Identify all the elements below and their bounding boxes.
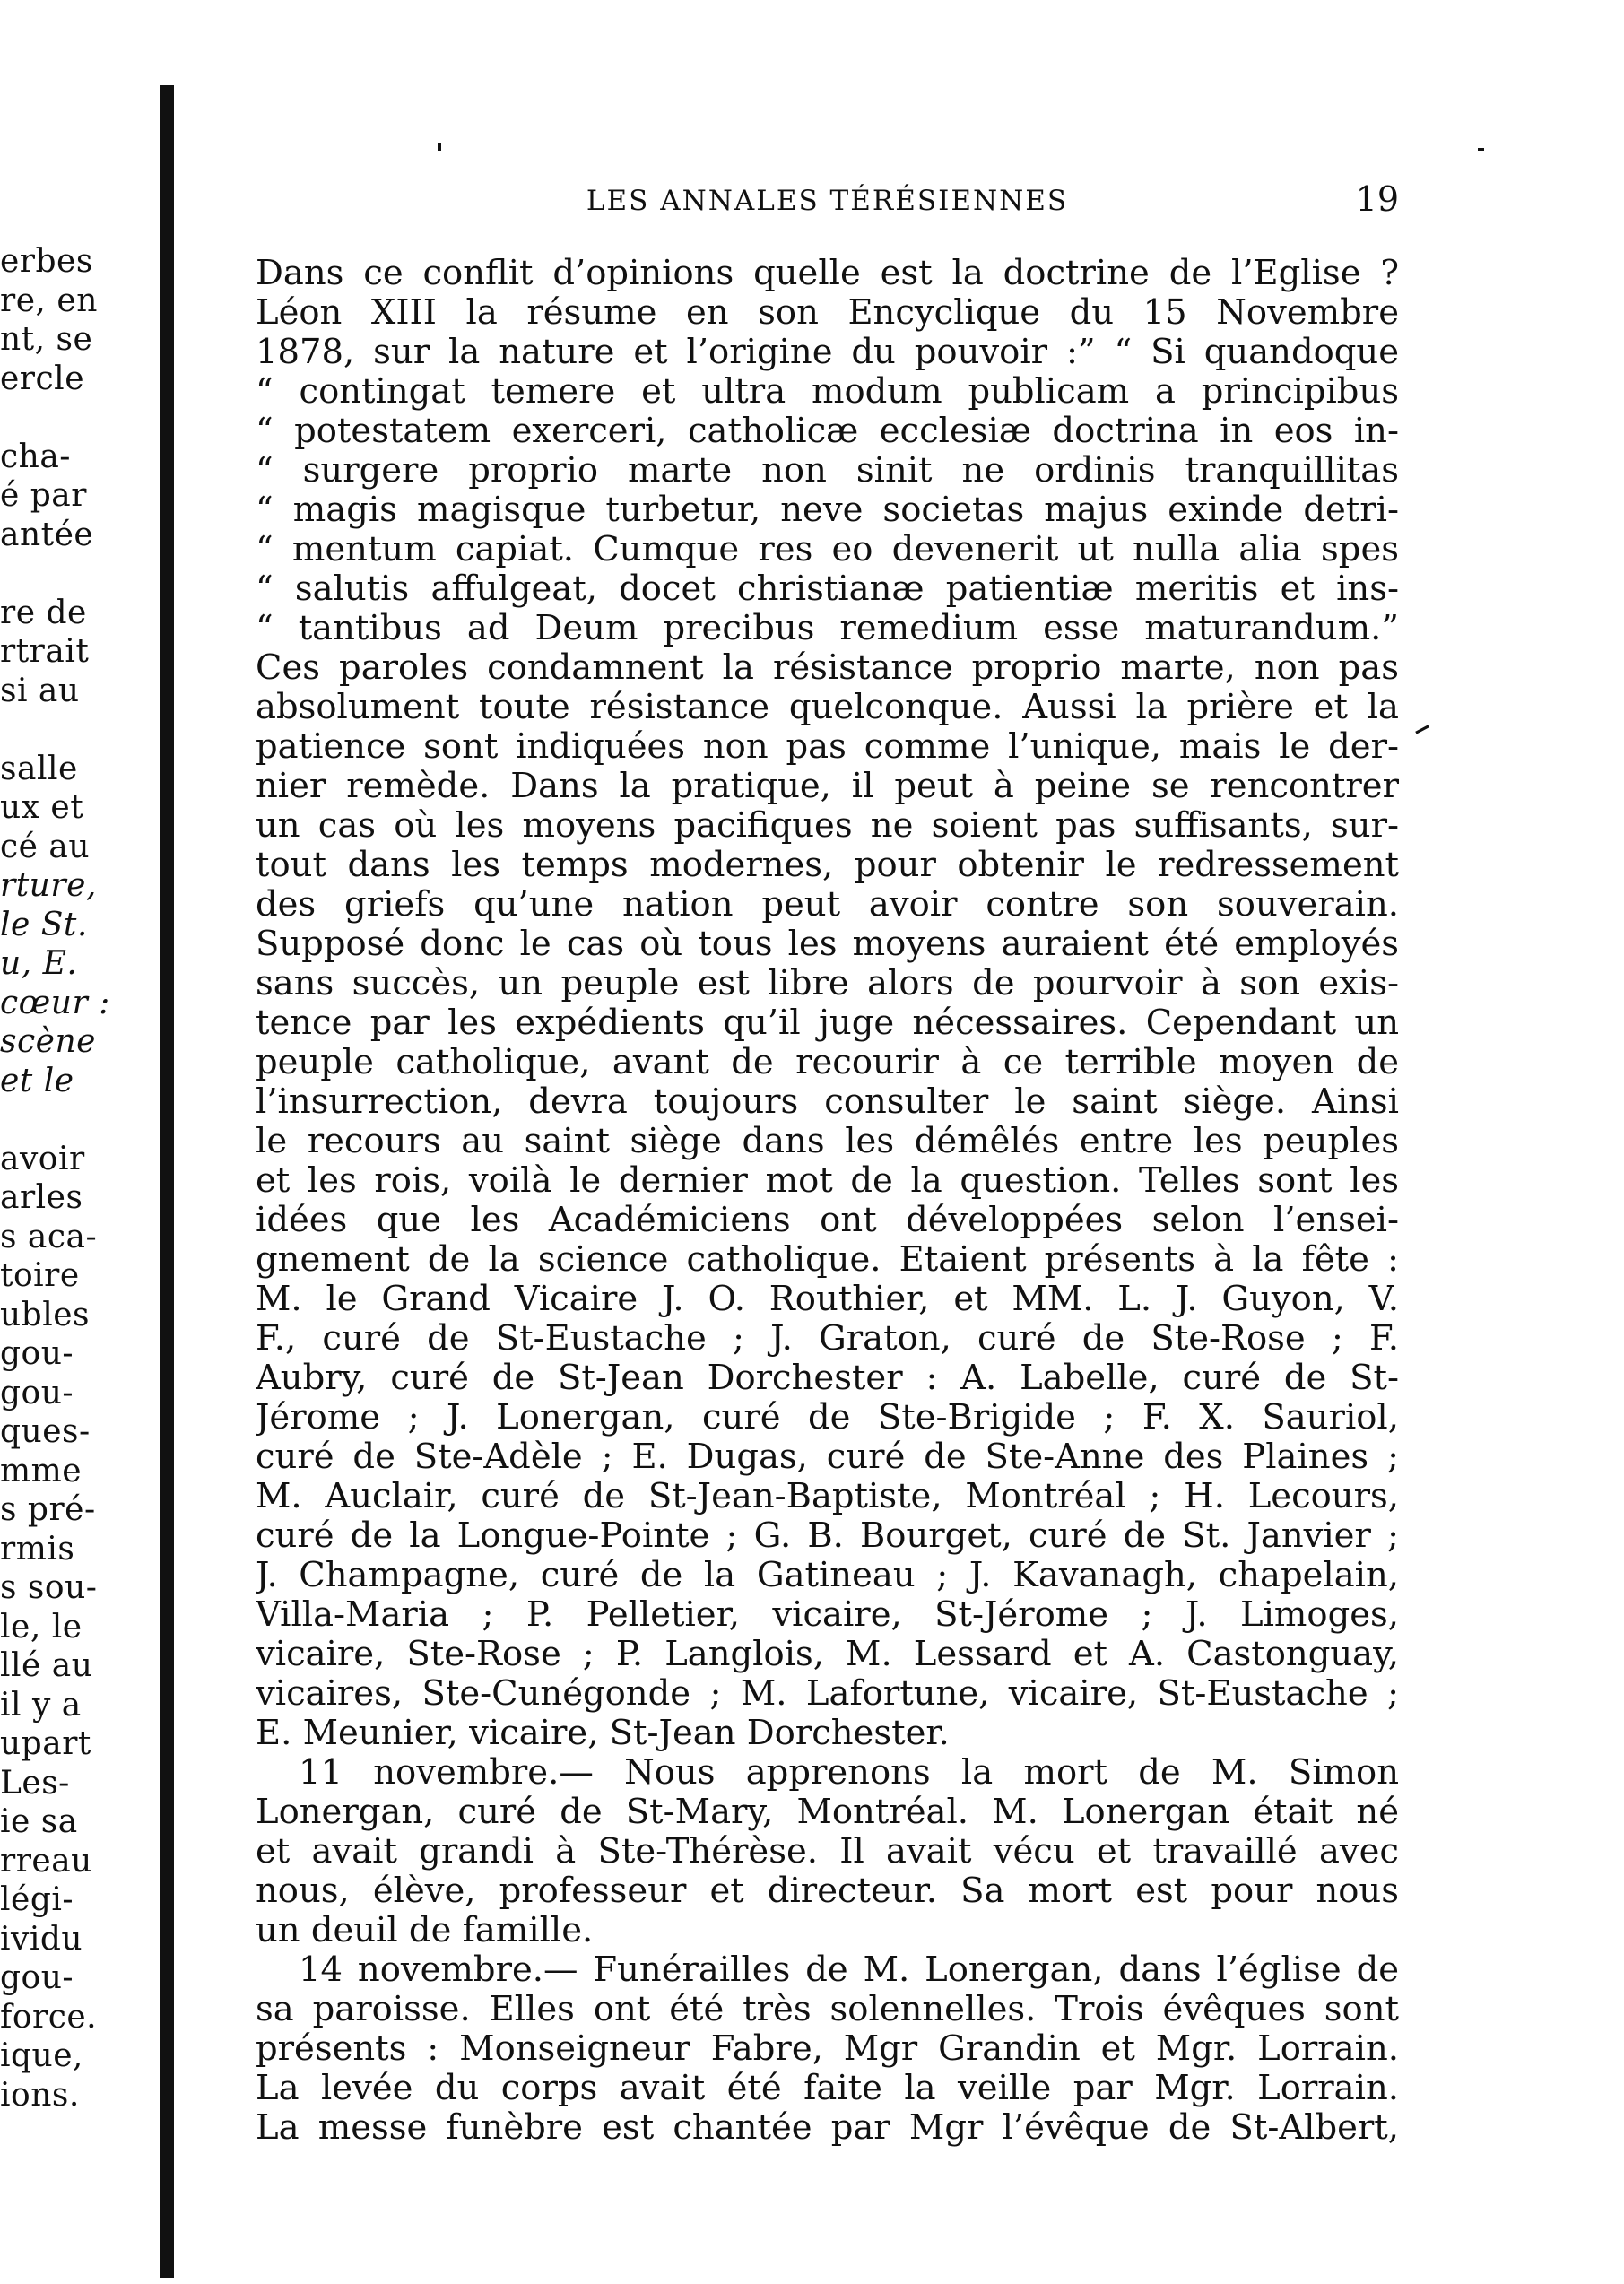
bleed-line: légi-: [0, 1881, 74, 1918]
bleed-line: s pré-: [0, 1491, 96, 1528]
text-line: Jérome ; J. Lonergan, curé de Ste-Brigide ; F. X. Sauriol,: [256, 1398, 1399, 1437]
bleed-line: s sou-: [0, 1569, 98, 1606]
stray-mark: [1478, 148, 1484, 151]
text-line: Lonergan, curé de St-Mary, Montréal. M. Lonergan était né: [256, 1793, 1399, 1832]
bleed-line: force.: [0, 1998, 98, 2036]
bleed-line: gou-: [0, 1335, 74, 1372]
text-line: “ mentum capiat. Cumque res eo devenerit ut nulla alia spes: [256, 530, 1399, 569]
text-line: Aubry, curé de St-Jean Dorchester : A. Labelle, curé de St-: [256, 1359, 1399, 1398]
text-line: Dans ce conflit d’opinions quelle est la doctrine de l’Eglise ?: [256, 254, 1399, 293]
text-line: 11 novembre.— Nous apprenons la mort de M. Simon: [299, 1753, 1399, 1793]
text-line: un cas où les moyens pacifiques ne soient pas suffisants, sur-: [256, 806, 1399, 846]
page-header: [256, 179, 1399, 230]
bleed-line: arles: [0, 1179, 83, 1216]
text-line: M. Auclair, curé de St-Jean-Baptiste, Montréal ; H. Lecours,: [256, 1477, 1399, 1516]
text-line: idées que les Académiciens ont développées selon l’ensei-: [256, 1201, 1399, 1240]
text-line: peuple catholique, avant de recourir à ce terrible moyen de: [256, 1043, 1399, 1082]
bleed-line: rmis: [0, 1530, 75, 1568]
bleed-line: ique,: [0, 2037, 83, 2074]
text-line: J. Champagne, curé de la Gatineau ; J. Kavanagh, chapelain,: [256, 1556, 1399, 1595]
text-line: nier remède. Dans la pratique, il peut à peine se rencontrer: [256, 767, 1399, 806]
bleed-line: toire: [0, 1257, 80, 1294]
bleed-gap: [0, 710, 233, 750]
text-line: gnement de la science catholique. Etaient présents à la fête :: [256, 1240, 1399, 1280]
text-line: “ potestatem exerceri, catholicæ ecclesiæ doctrina in eos in-: [256, 412, 1399, 451]
bleed-line: nt, se: [0, 321, 93, 358]
text-line: patience sont indiquées non pas comme l’unique, mais le der-: [256, 727, 1399, 767]
text-line: 14 novembre.— Funérailles de M. Lonergan, dans l’église de: [299, 1950, 1399, 1990]
text-line: vicaires, Ste-Cunégonde ; M. Lafortune, vicaire, St-Eustache ;: [256, 1674, 1399, 1714]
text-line: l’insurrection, devra toujours consulter le saint siège. Ainsi: [256, 1082, 1399, 1122]
text-line: tence par les expédients qu’il juge nécessaires. Cependant un: [256, 1003, 1399, 1043]
bleed-line: cé au: [0, 828, 91, 865]
bleed-line: ividu: [0, 1920, 83, 1958]
text-line: nous, élève, professeur et directeur. Sa mort est pour nous: [256, 1871, 1399, 1911]
text-line: un deuil de famille.: [256, 1911, 594, 1950]
stray-mark: [1415, 725, 1429, 734]
bleed-line: scène: [0, 1023, 96, 1060]
bleed-gap: [0, 1100, 233, 1140]
bleed-line: gou-: [0, 1959, 74, 1996]
text-line: M. le Grand Vicaire J. O. Routhier, et MM. L. J. Guyon, V.: [256, 1280, 1399, 1319]
bleed-line: upart: [0, 1725, 91, 1762]
text-line: curé de Ste-Adèle ; E. Dugas, curé de Ste-Anne des Plaines ;: [256, 1437, 1399, 1477]
bleed-line: re de: [0, 594, 87, 631]
bleed-line: rreau: [0, 1842, 92, 1880]
bleed-line: il y a: [0, 1686, 82, 1724]
text-line: et avait grandi à Ste-Thérèse. Il avait vécu et travaillé avec: [256, 1832, 1399, 1871]
text-line: “ surgere proprio marte non sinit ne ordinis tranquillitas: [256, 451, 1399, 491]
text-line: “ salutis affulgeat, docet christianæ patientiæ meritis et ins-: [256, 569, 1399, 609]
text-line: “ tantibus ad Deum precibus remedium esse maturandum.”: [256, 609, 1399, 648]
text-line: présents : Monseigneur Fabre, Mgr Grandin et Mgr. Lorrain.: [256, 2029, 1399, 2069]
bleed-line: ions.: [0, 2076, 80, 2114]
bleed-line: Les-: [0, 1764, 70, 1802]
text-line: Ces paroles condamnent la résistance proprio marte, non pas: [256, 648, 1399, 688]
text-line: absolument toute résistance quelconque. Aussi la prière et la: [256, 688, 1399, 727]
bleed-line: rtrait: [0, 633, 90, 670]
text-line: vicaire, Ste-Rose ; P. Langlois, M. Lessard et A. Castonguay,: [256, 1635, 1399, 1674]
text-line: sa paroisse. Elles ont été très solennelles. Trois évêques sont: [256, 1990, 1399, 2029]
bleed-line: mme: [0, 1452, 83, 1489]
left-page-bleed: [0, 242, 233, 2115]
text-line: Villa-Maria ; P. Pelletier, vicaire, St-Jérome ; J. Limoges,: [256, 1595, 1399, 1635]
text-line: La messe funèbre est chantée par Mgr l’évêque de St-Albert,: [256, 2108, 1399, 2148]
text-line: “ magis magisque turbetur, neve societas majus exinde detri-: [256, 491, 1399, 530]
bleed-line: salle: [0, 750, 78, 787]
bleed-line: ux et: [0, 789, 84, 826]
stray-mark: [438, 143, 441, 151]
bleed-line: avoir: [0, 1140, 85, 1177]
bleed-line: le St.: [0, 906, 88, 943]
bleed-line: erbes: [0, 243, 93, 280]
text-line: La levée du corps avait été faite la veille par Mgr. Lorrain.: [256, 2069, 1399, 2108]
text-line: E. Meunier, vicaire, St-Jean Dorchester.: [256, 1714, 950, 1753]
bleed-line: ques-: [0, 1413, 91, 1450]
bleed-line: rture,: [0, 867, 97, 904]
bleed-line: le, le: [0, 1608, 83, 1646]
bleed-line: cœur :: [0, 984, 110, 1021]
bleed-gap: [0, 398, 233, 438]
text-line: Supposé donc le cas où tous les moyens auraient été employés: [256, 925, 1399, 964]
text-line: le recours au saint siège dans les démêlés entre les peuples: [256, 1122, 1399, 1161]
text-line: “ contingat temere et ultra modum publicam a principibus: [256, 372, 1399, 412]
text-line: et les rois, voilà le dernier mot de la question. Telles sont les: [256, 1161, 1399, 1201]
text-line: sans succès, un peuple est libre alors de pourvoir à son exis-: [256, 964, 1399, 1003]
text-line: F., curé de St-Eustache ; J. Graton, curé de Ste-Rose ; F.: [256, 1319, 1399, 1359]
bleed-line: llé au: [0, 1647, 93, 1684]
text-line: 1878, sur la nature et l’origine du pouvoir :” “ Si quandoque: [256, 333, 1399, 372]
bleed-line: ubles: [0, 1296, 91, 1333]
bleed-line: antée: [0, 516, 94, 553]
bleed-line: é par: [0, 477, 87, 514]
body-text: [256, 254, 1399, 2148]
bleed-line: gou-: [0, 1374, 74, 1411]
text-line: curé de la Longue-Pointe ; G. B. Bourget, curé de St. Janvier ;: [256, 1516, 1399, 1556]
bleed-line: ercle: [0, 360, 84, 397]
text-line: Léon XIII la résume en son Encyclique du 15 Novembre: [256, 293, 1399, 333]
bleed-line: u, E.: [0, 945, 78, 982]
bleed-line: s aca-: [0, 1218, 98, 1255]
bleed-line: si au: [0, 672, 80, 709]
bleed-line: re, en: [0, 282, 98, 319]
page-number: 19: [1355, 179, 1399, 219]
bleed-gap: [0, 554, 233, 594]
running-title: LES ANNALES TÉRÉSIENNES: [586, 185, 1069, 217]
bleed-line: et le: [0, 1062, 74, 1099]
bleed-line: ie sa: [0, 1803, 78, 1840]
bleed-line: cha-: [0, 438, 71, 475]
text-line: tout dans les temps modernes, pour obtenir le redressement: [256, 846, 1399, 885]
text-line: des griefs qu’une nation peut avoir contre son souverain.: [256, 885, 1399, 925]
